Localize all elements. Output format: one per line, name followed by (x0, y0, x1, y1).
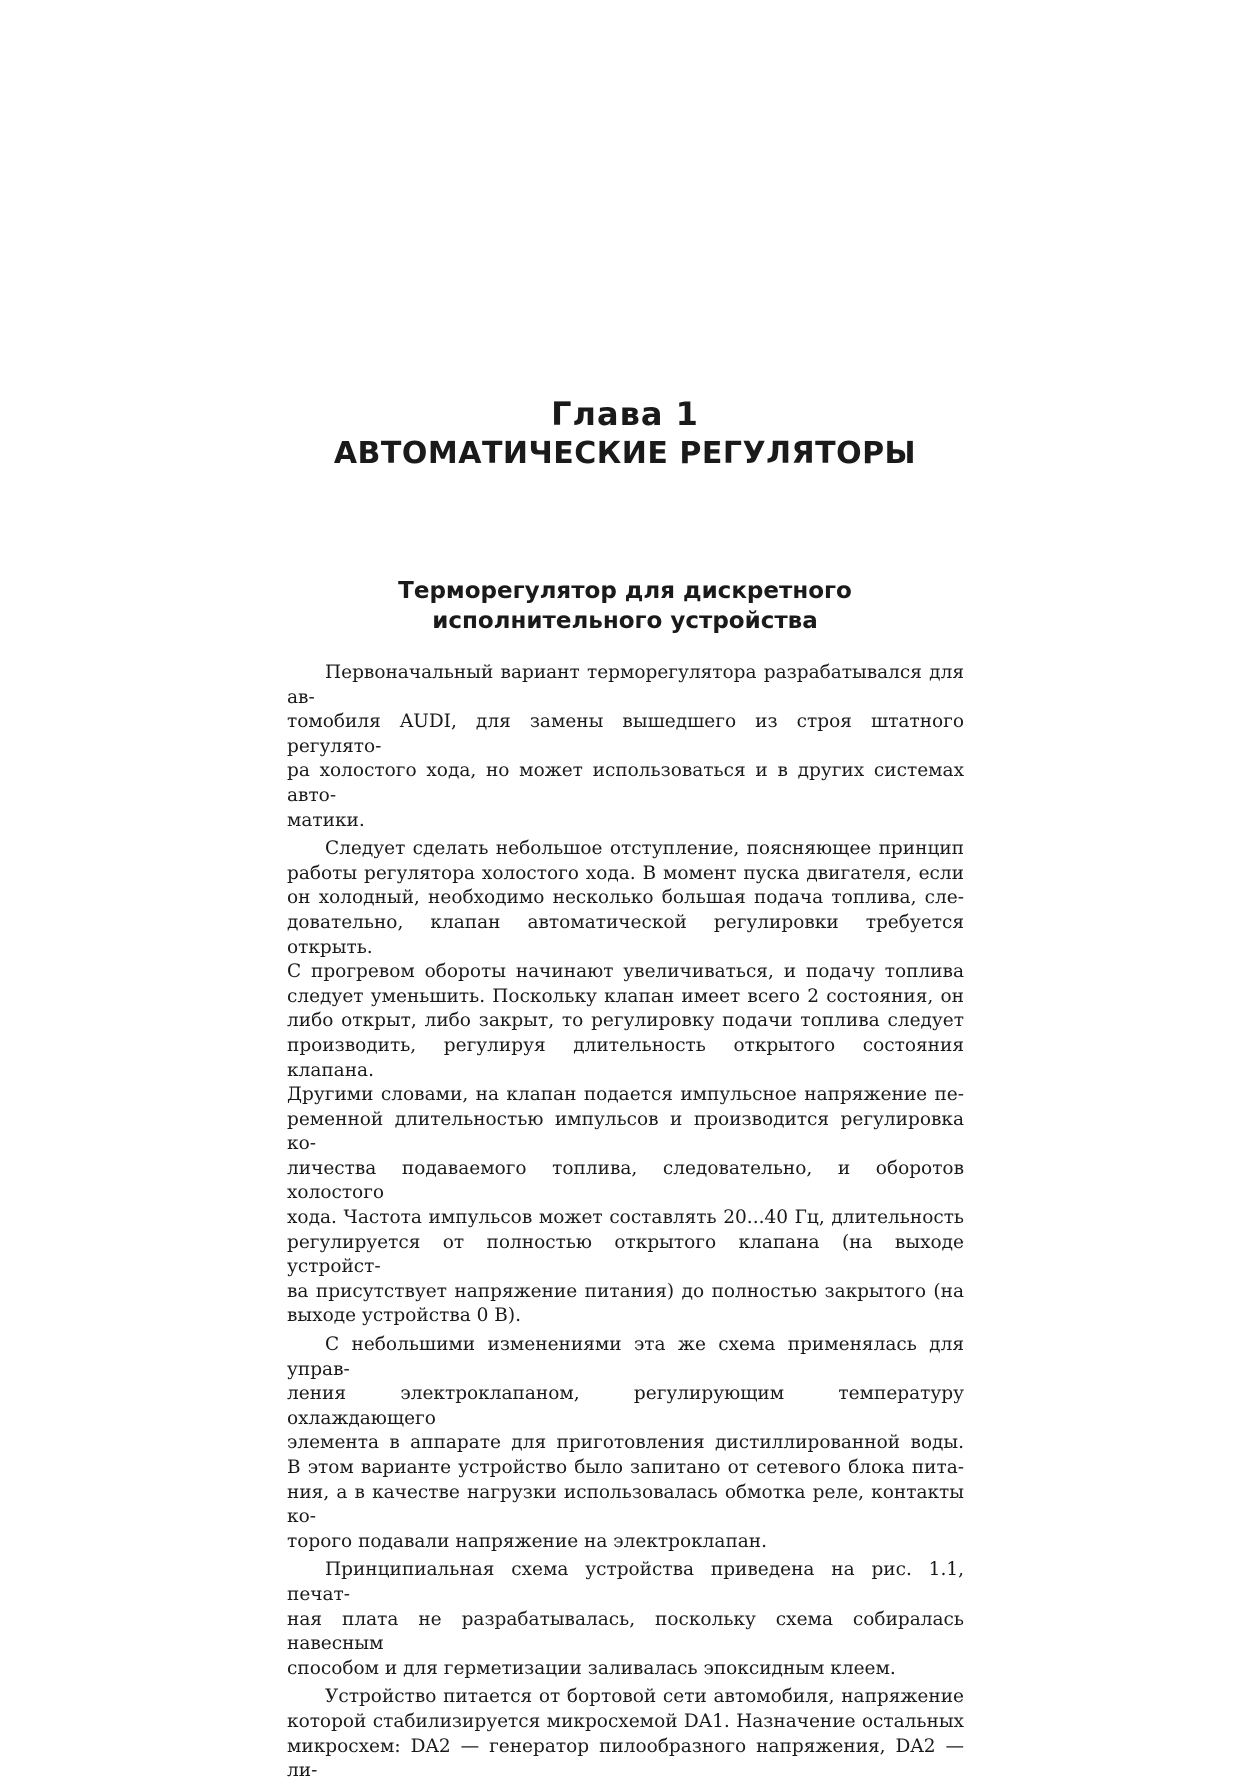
paragraph (287, 1685, 964, 1783)
text-line: Первоначальный вариант терморегулятора разрабатывался для ав- (287, 662, 964, 708)
text-line: ления электроклапаном, регулирующим температуру охлаждающего (287, 1383, 964, 1429)
text-line: следует уменьшить. Поскольку клапан имеет всего 2 состояния, он (287, 985, 964, 1007)
section-heading (290, 576, 960, 636)
text-line: выходе устройства 0 В). (287, 1305, 521, 1327)
chapter-title: АВТОМАТИЧЕСКИЕ РЕГУЛЯТОРЫ (333, 436, 917, 471)
text-line: хода. Частота импульсов может составлять 20...40 Гц, длительность (287, 1207, 964, 1229)
paragraph (287, 661, 964, 833)
paragraph (287, 837, 964, 1329)
text-line: регулируется от полностью открытого клапана (на выходе устройст- (287, 1231, 964, 1278)
text-line: торого подавали напряжение на электроклапан. (287, 1530, 768, 1552)
text-line: производить, регулируя длительность открытого состояния клапана. (287, 1034, 964, 1081)
chapter-heading (290, 394, 960, 474)
text-line: ра холостого хода, но может использоваться и в других системах авто- (287, 760, 964, 806)
text-line: томобиля AUDI, для замены вышедшего из строя штатного регулято- (287, 711, 964, 757)
text-line: довательно, клапан автоматической регулировки требуется открыть. (287, 911, 964, 958)
text-line: Следует сделать небольшое отступление, поясняющее принцип (325, 838, 964, 860)
text-line: способом и для герметизации заливалась эпоксидным клеем. (287, 1657, 896, 1679)
text-line: ва присутствует напряжение питания) до полностью закрытого (на (287, 1280, 964, 1302)
text-line: он холодный, необходимо несколько большая подача топлива, сле- (287, 887, 964, 909)
paragraph (287, 1333, 964, 1554)
text-line: ния, а в качестве нагрузки использовалась обмотка реле, контакты ко- (287, 1481, 964, 1528)
text-line: С прогревом обороты начинают увеличиваться, и подачу топлива (287, 961, 964, 983)
text-line: элемента в аппарате для приготовления дистиллированной воды. (287, 1432, 964, 1454)
text-line: матики. (287, 809, 365, 831)
paragraph (287, 1558, 964, 1681)
text-line: работы регулятора холостого хода. В момент пуска двигателя, если (287, 862, 964, 884)
section-title-line: исполнительного устройства (432, 608, 818, 634)
text-line: Устройство питается от бортовой сети автомобиля, напряжение (325, 1686, 964, 1708)
text-line: личества подаваемого топлива, следовательно, и оборотов холостого (287, 1157, 964, 1204)
body-text (287, 661, 964, 1784)
text-line: Другими словами, на клапан подается импульсное напряжение пе- (287, 1084, 964, 1106)
text-line: В этом варианте устройство было запитано от сетевого блока пита- (287, 1457, 964, 1478)
text-line: ная плата не разрабатывалась, поскольку схема собиралась навесным (287, 1608, 964, 1655)
section-title-line: Терморегулятор для дискретного (398, 578, 852, 604)
text-line: ременной длительностью импульсов и производится регулировка ко- (287, 1108, 964, 1155)
chapter-number: Глава 1 (551, 395, 699, 433)
text-line: которой стабилизируется микросхемой DA1. Назначение остальных (287, 1710, 964, 1732)
text-line: Принципиальная схема устройства приведена на рис. 1.1, печат- (287, 1559, 964, 1605)
text-line: микросхем: DA2 — генератор пилообразного напряжения, DA2 — ли- (287, 1735, 964, 1782)
text-line: либо открыт, либо закрыт, то регулировку подачи топлива следует (287, 1010, 964, 1032)
text-line: С небольшими изменениями эта же схема применялась для управ- (287, 1334, 964, 1380)
